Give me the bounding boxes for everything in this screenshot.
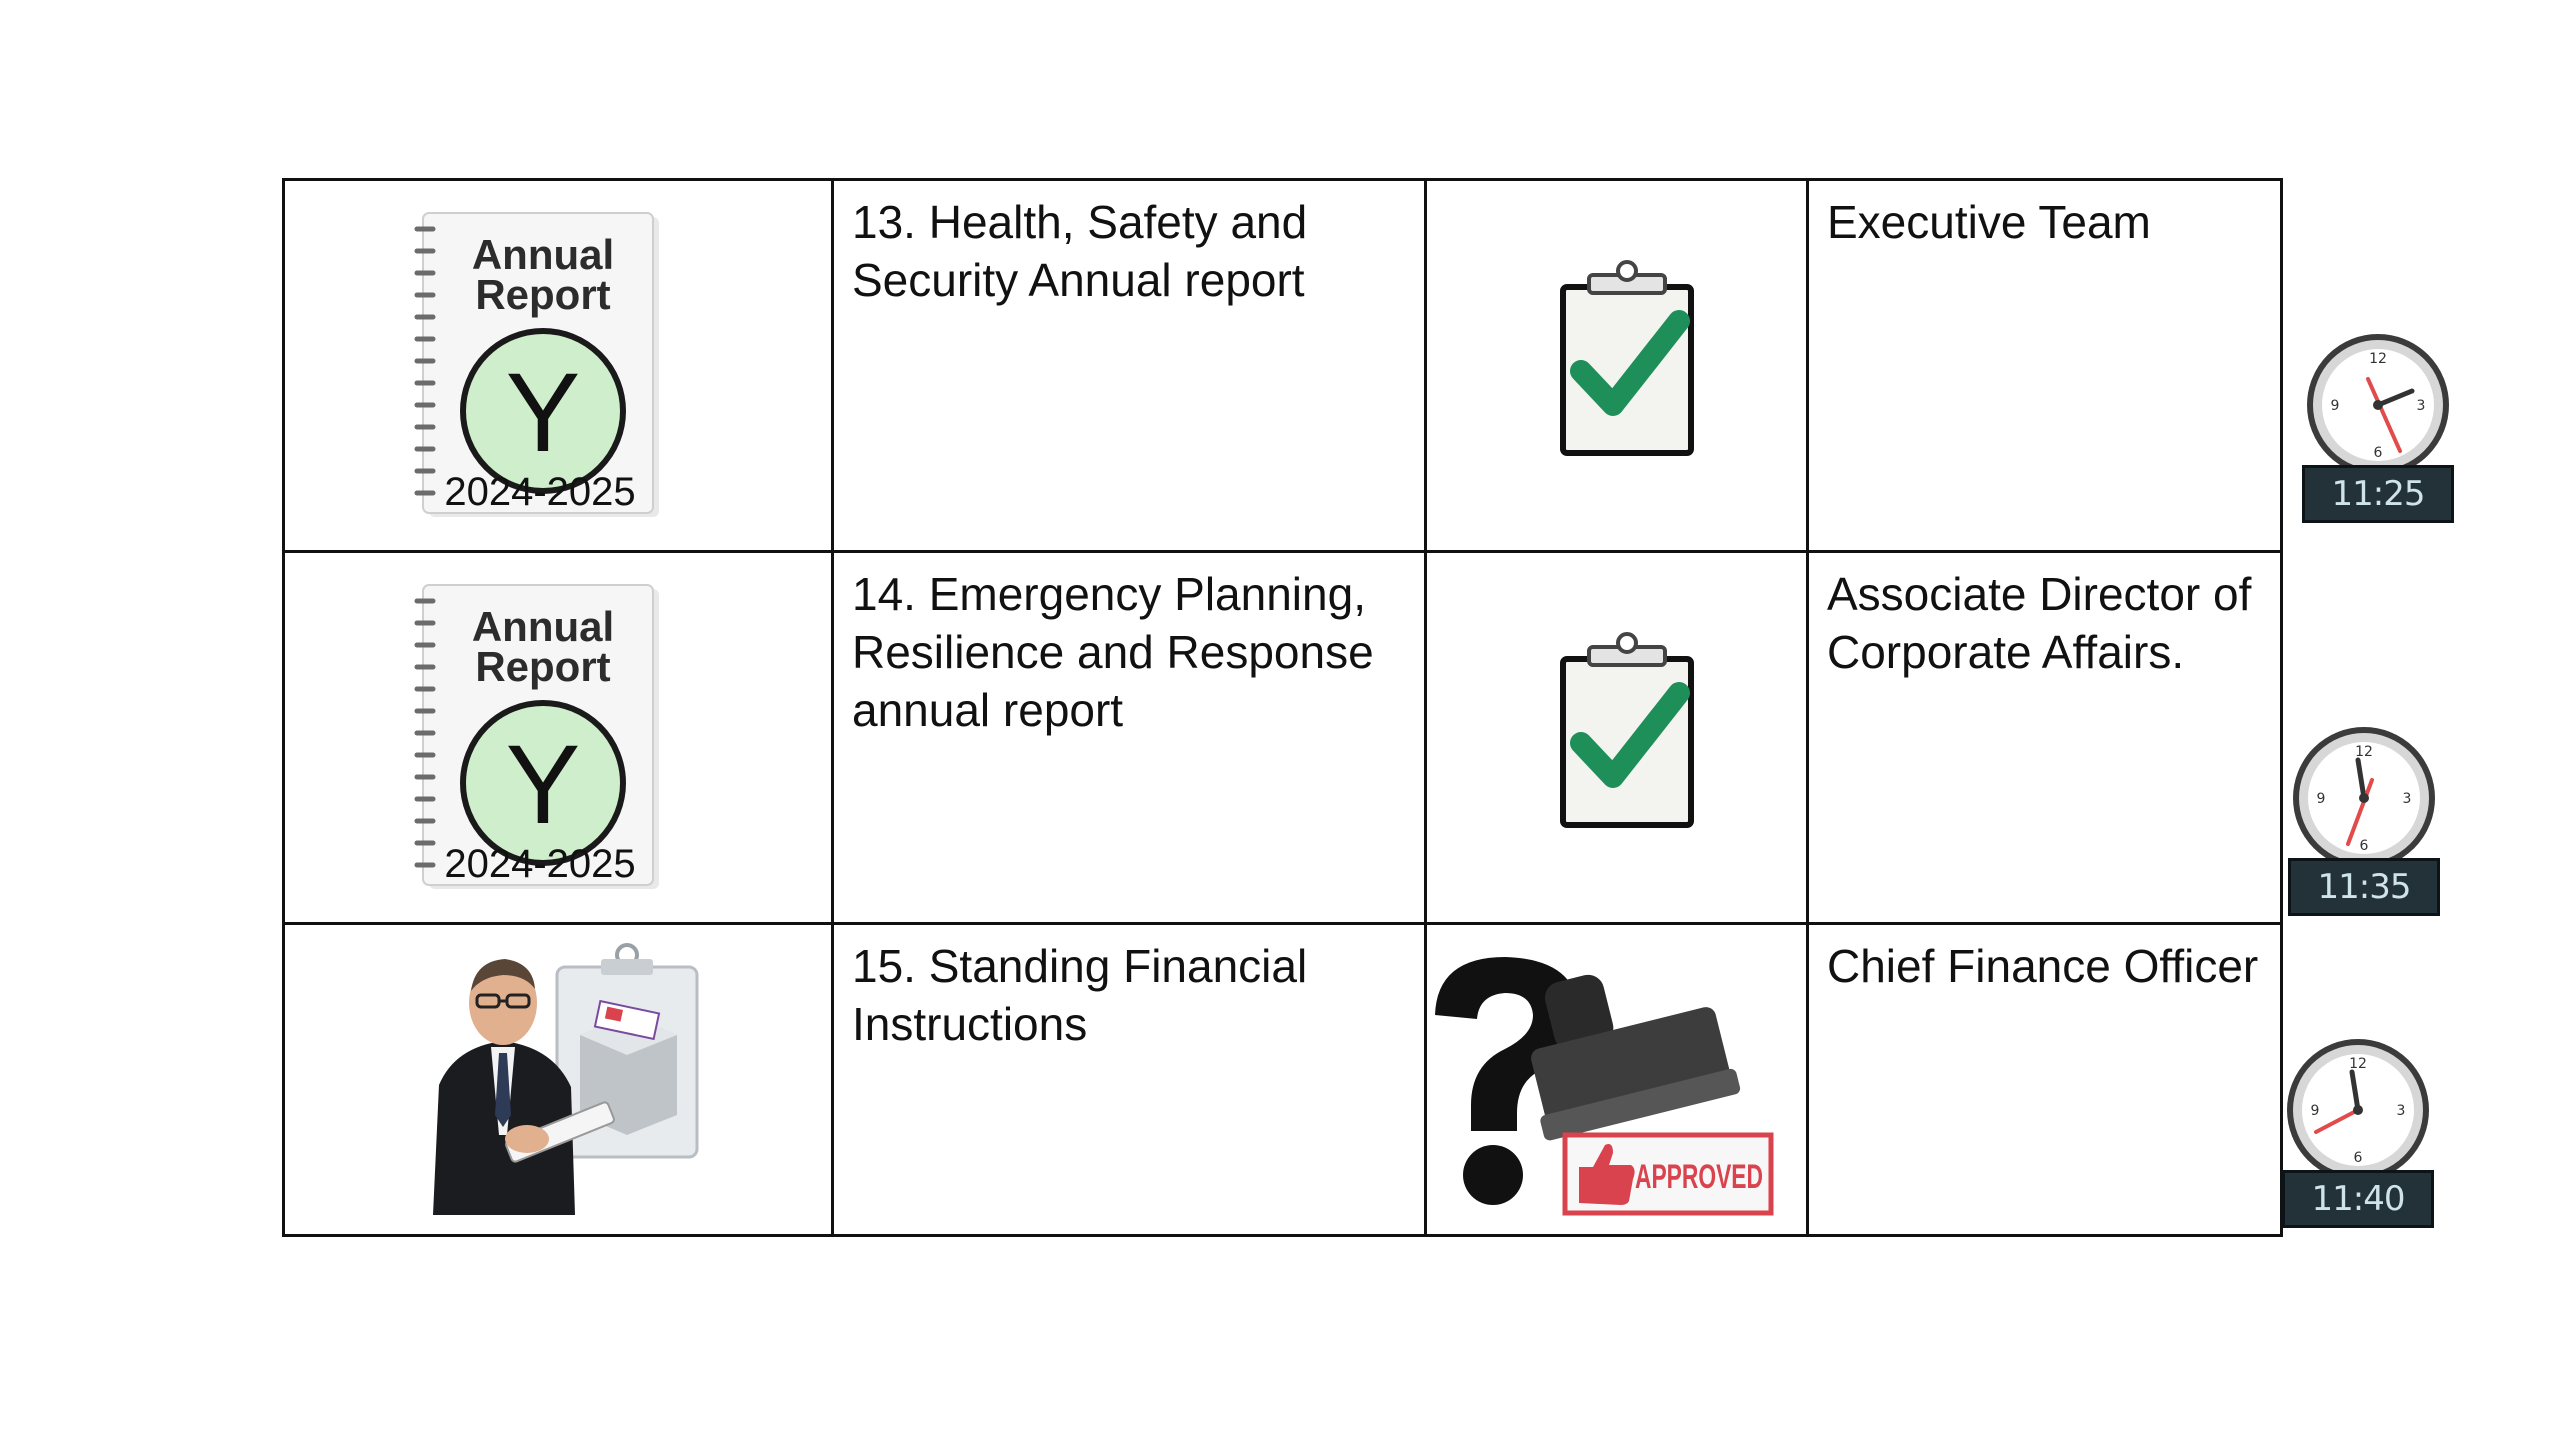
- booklet-year: 2024-2025: [444, 470, 636, 514]
- analog-clock-icon: [2286, 1038, 2430, 1182]
- svg-text:12: 12: [2369, 351, 2387, 367]
- svg-text:3: 3: [2416, 398, 2426, 414]
- time-clock-row-14: [2288, 726, 2440, 916]
- svg-text:3: 3: [2396, 1103, 2406, 1119]
- clock-time-label: 11:35: [2288, 858, 2440, 916]
- clock-time-label: 11:25: [2302, 465, 2454, 523]
- booklet-title-line2: Report: [475, 643, 611, 690]
- svg-text:6: 6: [2353, 1150, 2363, 1166]
- icon-cell: [284, 552, 833, 924]
- agenda-item-title: 15. Standing Financial Instructions: [852, 940, 1308, 1050]
- time-clock-row-15: [2282, 1038, 2434, 1228]
- agenda-item-owner: Associate Director of Corporate Affairs.: [1827, 568, 2252, 678]
- svg-text:9: 9: [2316, 791, 2326, 807]
- finance-officer-clipboard-icon: [415, 945, 705, 1215]
- table-row: [284, 924, 2282, 1236]
- agenda-table: [282, 178, 2283, 1237]
- owner-cell: [1808, 180, 2282, 552]
- svg-text:12: 12: [2355, 744, 2373, 760]
- status-cell: [1426, 924, 1808, 1236]
- agenda-item-owner: Chief Finance Officer: [1827, 940, 2259, 992]
- svg-text:6: 6: [2373, 445, 2383, 461]
- svg-text:12: 12: [2349, 1056, 2367, 1072]
- question-approved-stamp-icon: [1427, 953, 1789, 1218]
- annual-report-booklet-icon: [415, 211, 665, 523]
- svg-text:9: 9: [2330, 398, 2340, 414]
- agenda-item-cell: [833, 924, 1426, 1236]
- agenda-item-owner: Executive Team: [1827, 196, 2151, 248]
- clock-time-label: 11:40: [2282, 1170, 2434, 1228]
- owner-cell: [1808, 552, 2282, 924]
- clipboard-check-icon: [1557, 631, 1697, 831]
- booklet-letter: Y: [505, 350, 581, 475]
- svg-text:9: 9: [2310, 1103, 2320, 1119]
- booklet-letter: Y: [505, 722, 581, 847]
- icon-cell: [284, 924, 833, 1236]
- table-row: [284, 552, 2282, 924]
- annual-report-booklet-icon: [415, 583, 665, 895]
- analog-clock-icon: [2292, 726, 2436, 870]
- analog-clock-icon: [2306, 333, 2450, 477]
- agenda-item-cell: [833, 180, 1426, 552]
- agenda-item-title: 13. Health, Safety and Security Annual report: [852, 196, 1308, 306]
- booklet-title-line1: Annual: [471, 603, 615, 650]
- agenda-item-cell: [833, 552, 1426, 924]
- clipboard-check-icon: [1557, 259, 1697, 459]
- icon-cell: [284, 180, 833, 552]
- booklet-year: 2024-2025: [444, 842, 636, 886]
- booklet-title-line1: Annual: [471, 231, 615, 278]
- table-row: [284, 180, 2282, 552]
- agenda-item-title: 14. Emergency Planning, Resilience and Response annual report: [852, 568, 1374, 736]
- svg-text:3: 3: [2402, 791, 2412, 807]
- owner-cell: [1808, 924, 2282, 1236]
- time-clock-row-13: [2302, 333, 2454, 523]
- stamp-label: APPROVED: [1635, 1158, 1763, 1196]
- status-cell: [1426, 552, 1808, 924]
- booklet-title-line2: Report: [475, 271, 611, 318]
- status-cell: [1426, 180, 1808, 552]
- svg-text:6: 6: [2359, 838, 2369, 854]
